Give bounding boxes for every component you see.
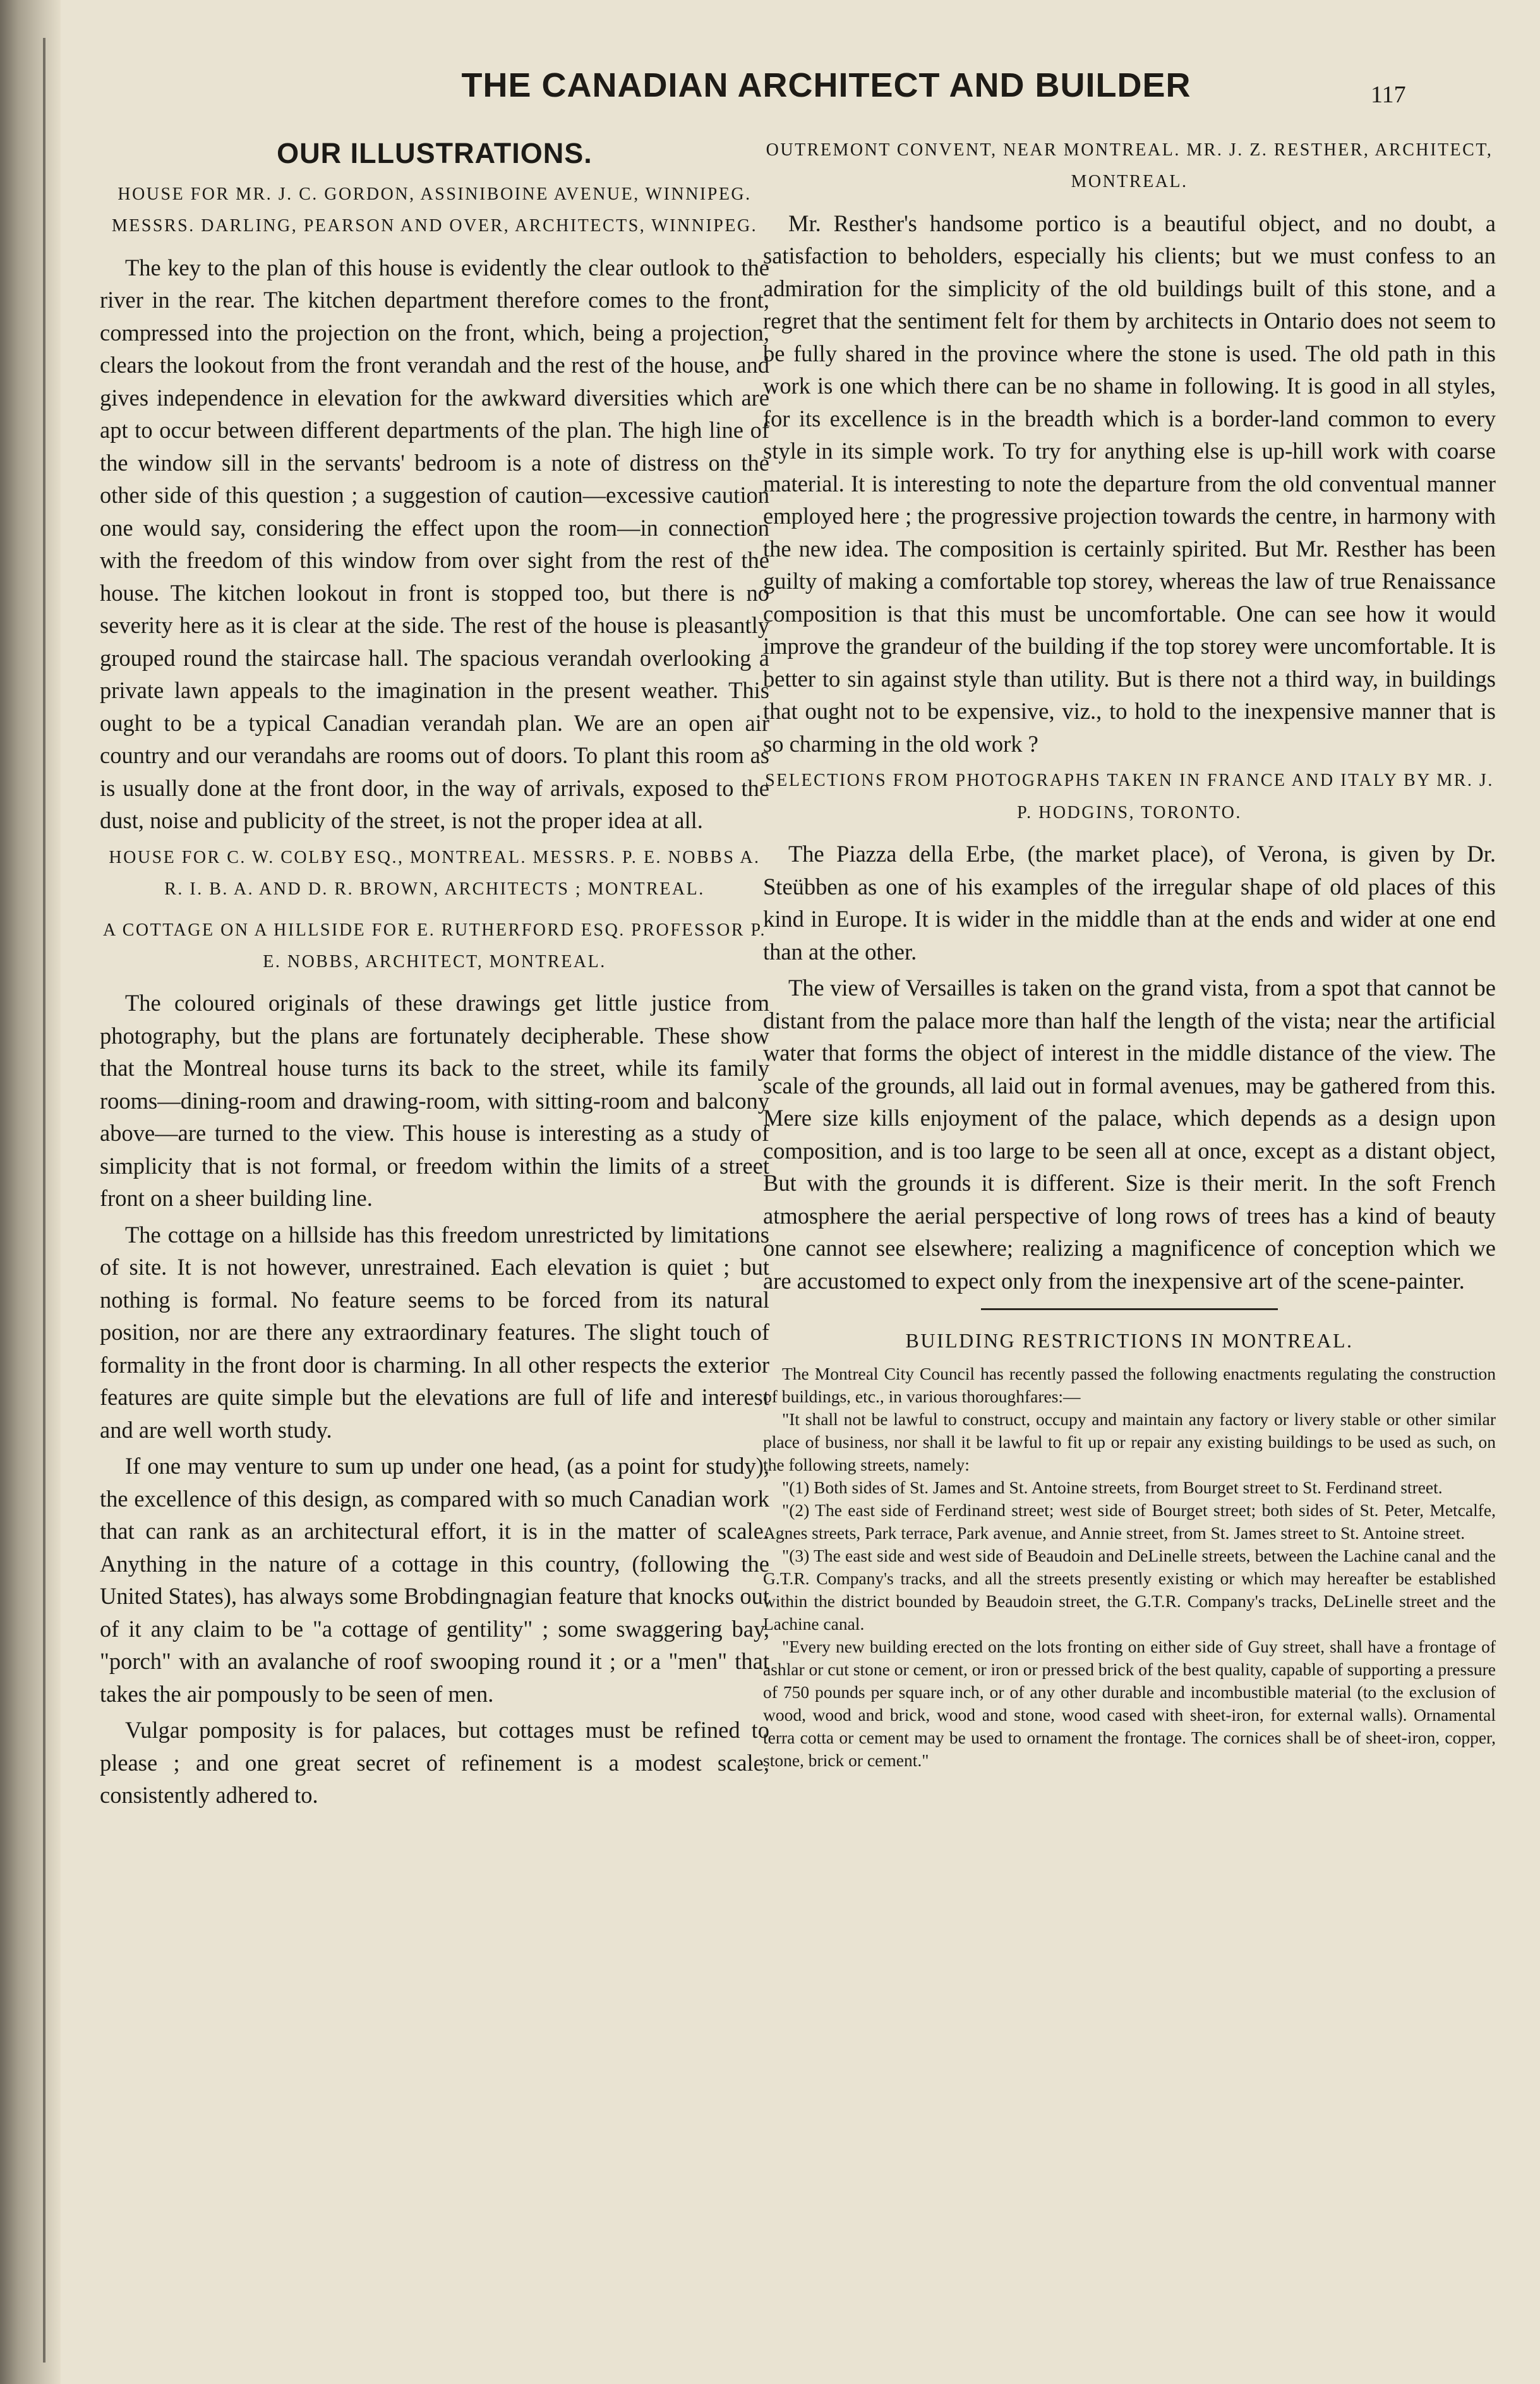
page-binding-gutter [0, 0, 61, 2384]
piazza-paragraph: The Piazza della Erbe, (the market place), of Verona, is given by Dr. Steübben as one of his examples of the irregular shape of old places of this kind in Europe. It is wider in the middle than at the ends and wider at one end than at the other. [763, 841, 1496, 965]
house1-body: The key to the plan of this house is evidently the clear outlook to the river in the rear. The kitchen department therefore comes to the front, compressed into the projection on the front, which, being a projection, clears the lookout from the front verandah and the rest of the house, and gives independence in elevation for the awkward diversities which are apt to occur between different departments of the plan. The high line of the window sill in the servants' bedroom is a note of distress on the other side of this question ; a suggestion of caution—excessive caution one would say, considering the effect upon the room—in connection with the freedom of this window from over sight from the rest of the house. The kitchen lookout in front is stopped too, but there is no severity here as it is clear at the side. The rest of the house is pleasantly grouped round the staircase hall. The spacious verandah overlooking a private lawn appeals to the imagination in the present weather. This ought to be a typical Canadian verandah plan. We are an open air country and our verandahs are rooms out of doors. To plant this room as is usually done at the front door, in the way of arrivals, exposed to the dust, noise and publicity of the street, is not the proper idea at all. [100, 254, 769, 834]
left-column [100, 129, 769, 1815]
magazine-page [75, 0, 1515, 2384]
page-number: 117 [1371, 81, 1406, 108]
restrictions-guy-street: "Every new building erected on the lots fronting on either side of Guy street, shall have a frontage of ashlar or cut stone or cement, or iron or pressed brick of the best quality, capable of supporting a pressure of 750 pounds per square inch, or of any other durable and incombustible material (to the exclusion of wood, wood and brick, wood and stone, wood cased with sheet-iron, for external walls). Ornamental terra cotta or cement may be used to ornament the frontage. The cornices shall be of sheet-iron, copper, stone, brick or cement." [763, 1637, 1496, 1771]
right-column [763, 129, 1496, 1772]
running-head: THE CANADIAN ARCHITECT AND BUILDER [461, 66, 1191, 104]
convent-heading: OUTREMONT CONVENT, NEAR MONTREAL. MR. J. Z. RESTHER, ARCHITECT, MONTREAL. [766, 140, 1493, 192]
restrictions-intro: The Montreal City Council has recently passed the following enactments regulating the construction of buildings, etc., in various thoroughfares:— [763, 1364, 1496, 1407]
house1-heading: HOUSE FOR MR. J. C. GORDON, ASSINIBOINE AVENUE, WINNIPEG. MESSRS. DARLING, PEARSON AND OVER, ARCHITECTS, WINNIPEG. [111, 184, 758, 236]
photographs-heading: SELECTIONS FROM PHOTOGRAPHS TAKEN IN FRANCE AND ITALY BY MR. J. P. HODGINS, TORONTO. [765, 771, 1494, 822]
cottage-paragraph: The cottage on a hillside has this freedom unrestricted by limitations of site. It is not however, unrestrained. Each elevation is quiet ; but nothing is formal. No feature seems to be forced from its natural position, nor are there any extraordinary features. The slight touch of formality in the front door is charming. In all other respects the exterior features are quite simple but the elevations are full of life and interest and are well worth study. [100, 1221, 769, 1443]
binding-edge [43, 38, 45, 2363]
restrictions-item-2: "(2) The east side of Ferdinand street; west side of Bourget street; both sides of St. Peter, Metcalfe, Agnes streets, Park terrace, Park avenue, and Annie street, from St. James street to St. Antoine street. [763, 1500, 1496, 1543]
section-title: OUR ILLUSTRATIONS. [277, 137, 593, 169]
restrictions-heading: BUILDING RESTRICTIONS IN MONTREAL. [905, 1329, 1354, 1352]
restrictions-item-3: "(3) The east side and west side of Beaudoin and DeLinelle streets, between the Lachine canal and the G.T.R. Company's tracks, and all the streets presently existing or which may hereafter be established within the district bounded by Beaudoin street, the G.T.R. Company's tracks, DeLinelle street and the Lachine canal. [763, 1546, 1496, 1634]
versailles-paragraph: The view of Versailles is taken on the grand vista, from a spot that cannot be distant from the palace more than half the length of the vista; near the artificial water that forms the object of interest in the middle distance of the view. The scale of the grounds, all laid out in formal avenues, may be gathered from this. Mere size kills enjoyment of the palace, which depends as a design upon composition, and is too large to be seen all at once, except as a distant object, But with the grounds it is different. Size is their merit. In the soft French atmosphere the aerial perspective of long rows of trees has a kind of beauty one cannot see elsewhere; realizing a magnificence of conception which we are accustomed to expect only from the inexpensive art of the scene-painter. [763, 975, 1496, 1294]
convent-body: Mr. Resther's handsome portico is a beautiful object, and no doubt, a satisfaction to beholders, especially his clients; but we must confess to an admiration for the simplicity of the old buildings built of this stone, and a regret that the sentiment felt for them by architects in Ontario does not seem to be fully shared in the province where the stone is used. The old path in this work is one which there can be no shame in following. It is good in all styles, for its excellence is in the breadth which is a border-land common to every style in its simple work. To try for anything else is up-hill work with coarse material. It is interesting to note the departure from the old conventual manner employed here ; the progressive projection towards the centre, in harmony with the new idea. The composition is certainly spirited. But Mr. Resther has been guilty of making a comfortable top storey, whereas the law of true Renaissance composition is that this must be uncomfortable. One can see how it would improve the grandeur of the building if the top storey were uncomfortable. It is better to sin against style than utility. But is there not a third way, in buildings that ought not to be expensive, viz., to hold to the inexpensive manner that is so charming in the old work ? [763, 210, 1496, 757]
house2-heading: HOUSE FOR C. W. COLBY ESQ., MONTREAL. MESSRS. P. E. NOBBS A. R. I. B. A. AND D. R. BROWN, ARCHITECTS ; MONTREAL. [109, 847, 761, 900]
restrictions-clause: "It shall not be lawful to construct, occupy and maintain any factory or livery stable or other similar place of business, nor shall it be lawful to fit up or repair any existing buildings to be used as such, on the following streets, namely: [763, 1409, 1496, 1475]
scale-paragraph: If one may venture to sum up under one head, (as a point for study), the excellence of this design, as compared with so much Canadian work that can rank as an architectural effort, it is in the matter of scale. Anything in the nature of a cottage in this country, (following the United States), has always some Brobdingnagian feature that knocks out of it any claim to be "a cottage of gentility" ; some swaggering bay, "porch" with an avalanche of roof swooping round it ; or a "men" that takes the air pompously to be seen of men. [100, 1453, 769, 1707]
cottage-heading: A COTTAGE ON A HILLSIDE FOR E. RUTHERFORD ESQ. PROFESSOR P. E. NOBBS, ARCHITECT, MONTREAL. [103, 920, 766, 972]
section-divider [981, 1308, 1278, 1310]
coloured-originals-paragraph: The coloured originals of these drawings get little justice from photography, but the plans are fortunately decipherable. These show that the Montreal house turns its back to the street, while its family rooms—dining-room and drawing-room, with sitting-room and balcony above—are turned to the view. This house is interesting as a study of simplicity that is not formal, or freedom within the limits of a street front on a sheer building line. [100, 990, 769, 1212]
restrictions-item-1: "(1) Both sides of St. James and St. Antoine streets, from Bourget street to St. Ferdinand street. [782, 1478, 1443, 1498]
vulgar-pomposity-paragraph: Vulgar pomposity is for palaces, but cottages must be refined to please ; and one great secret of refinement is a modest scale, consistently adhered to. [100, 1717, 769, 1809]
